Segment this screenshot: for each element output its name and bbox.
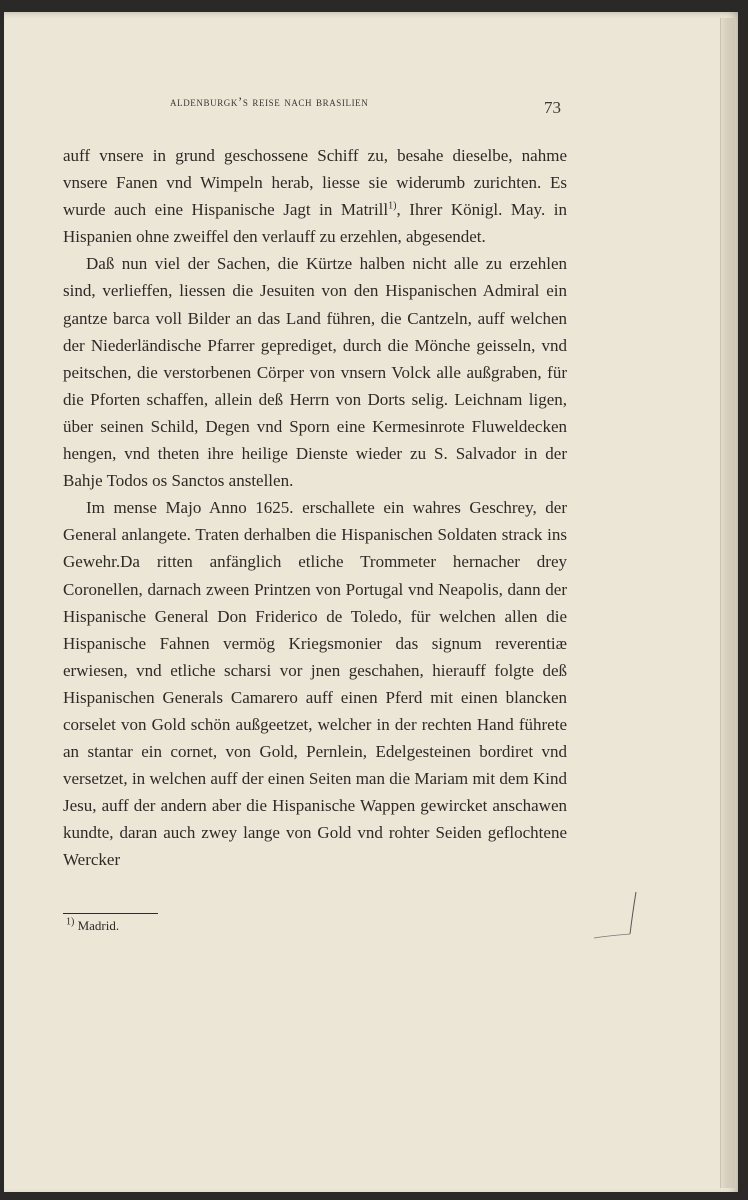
page-edge (720, 18, 735, 1188)
running-head-title: aldenburgk’s reise nach brasilien (170, 94, 369, 109)
paragraph-3: Im mense Majo Anno 1625. erschallete ein wahres Geschrey, der General anlangete. Traten derhalben die Hispanischen Soldaten strack ins Gewehr.Da ritten anfänglich etliche Trommeter hernacher drey Coronellen, darnach zween Printzen von Portugal vnd Neapolis, dann der Hispanische General Don Friderico de Toledo, für welchen allen die Hispanische Fahnen vermög Kriegsmonier das signum reverentiæ erwiesen, vnd etliche scharsi vor jnen geschahen, hierauff folgte deß Hispanischen Generals Camarero auff einen Pferd mit einen blancken corselet von Gold schön außgeetzet, welcher in der rechten Hand führete an stantar ein cornet, von Gold, Pernlein, Edelgesteinen bordiret vnd versetzet, in welchen auff der einen Seiten man die Mariam mit dem Kind Jesu, auff der andern aber die Hispanische Wappen gewircket anschawen kundte, daran auch zwey lange von Gold vnd rohter Seiden geflochtene Wercker (63, 498, 567, 870)
running-head (170, 94, 566, 110)
footnote-marker: 1) (66, 916, 75, 928)
paragraph-1 (63, 142, 567, 250)
footnote (66, 918, 119, 934)
pencil-mark (592, 890, 640, 940)
page-number: 73 (544, 98, 561, 117)
paragraph-2: Daß nun viel der Sachen, die Kürtze halben nicht alle zu erzehlen sind, verlieffen, liessen die Jesuiten von den Hispanischen Admiral ein gantze barca voll Bilder an das Land führen, die Cantzeln, auff welchen der Niederländische Pfarrer geprediget, durch die Mönche geisseln, vnd peitschen, die verstorbenen Cörper von vnsern Volck alle außgraben, für die Pforten schaffen, allein deß Herrn von Dorts selig. Leichnam ligen, über seinen Schild, Degen vnd Sporn eine Kermesinrote Fluweldecken hengen, vnd theten ihre heilige Dienste wieder zu S. Salvador in der Bahje Todos os Sanctos anstellen. (63, 254, 567, 491)
footnote-rule (63, 913, 158, 914)
footnote-ref: 1) (388, 200, 397, 212)
footnote-text: Madrid. (77, 918, 120, 933)
paragraph-1-text: auff vnsere in grund geschossene Schiff zu, besahe dieselbe, nahme vnsere Fanen vnd Wimpeln herab, liesse sie widerumb zurichten. Es wurde auch eine Hispanische Jagt in Matrill (63, 146, 567, 220)
body-text (63, 142, 567, 874)
paragraph-1-tail: , Ihrer Königl. May. in Hispanien ohne zweiffel den verlauff zu erzehlen, abgesendet. (63, 200, 567, 247)
